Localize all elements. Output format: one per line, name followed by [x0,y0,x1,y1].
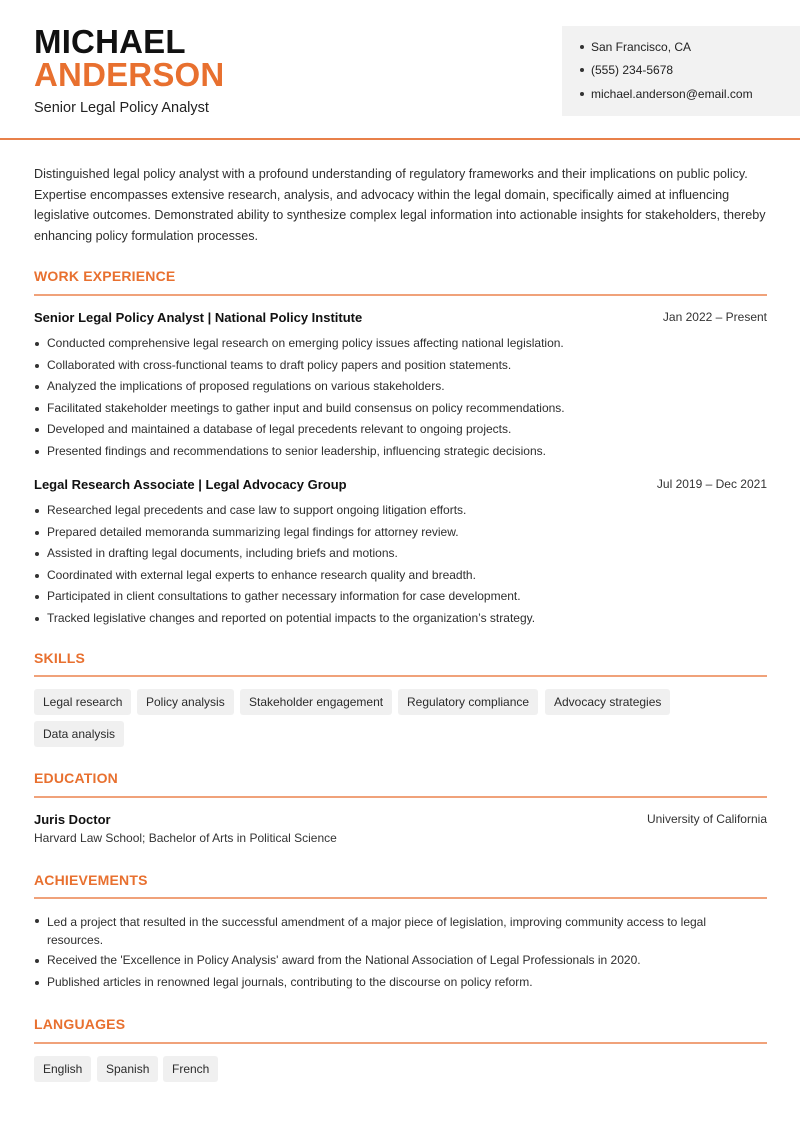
list-item: Received the 'Excellence in Policy Analysis' award from the National Association of Legal Professionals in 2020. [34,953,734,968]
section-title-achievements: ACHIEVEMENTS [34,872,148,888]
bullet-icon [580,92,584,96]
list-item: Coordinated with external legal experts to enhance research quality and breadth. [34,568,767,583]
education-degree: Juris Doctor [34,812,111,827]
section-divider [34,1042,767,1044]
contact-location-text: San Francisco, CA [591,40,692,54]
section-divider [34,675,767,677]
list-item: Analyzed the implications of proposed regulations on various stakeholders. [34,379,767,394]
section-title-work: WORK EXPERIENCE [34,268,176,284]
list-item: Presented findings and recommendations to senior leadership, influencing strategic decisions. [34,444,767,459]
list-item: Published articles in renowned legal journals, contributing to the discourse on policy reform. [34,975,734,990]
first-name: MICHAEL [34,23,186,60]
section-divider [34,796,767,798]
job-title-2: Legal Research Associate | Legal Advocacy Group [34,477,347,492]
list-item: Prepared detailed memoranda summarizing legal findings for attorney review. [34,525,767,540]
list-item: Researched legal precedents and case law to support ongoing litigation efforts. [34,503,767,518]
job-title-1: Senior Legal Policy Analyst | National Policy Institute [34,310,363,325]
list-item: Assisted in drafting legal documents, including briefs and motions. [34,546,767,561]
section-divider [34,294,767,296]
list-item: Participated in client consultations to gather necessary information for case development. [34,589,767,604]
skill-chip: Legal research [34,689,131,715]
job-dates-2: Jul 2019 – Dec 2021 [656,477,767,491]
education-university: University of California [646,812,767,826]
skill-chip: Regulatory compliance [398,689,538,715]
section-divider [34,897,767,899]
job-role: Senior Legal Policy Analyst [34,100,209,116]
section-title-languages: LANGUAGES [34,1016,126,1032]
list-item: Conducted comprehensive legal research on emerging policy issues affecting national legislation. [34,336,767,351]
contact-location [580,40,691,54]
list-item: Led a project that resulted in the successful amendment of a major piece of legislation, improving community access to legal resources. [34,913,734,949]
contact-phone-text: (555) 234-5678 [591,63,674,77]
list-item: Facilitated stakeholder meetings to gather input and build consensus on policy recommendations. [34,401,767,416]
section-title-education: EDUCATION [34,770,118,786]
job-bullets-1 [34,336,767,459]
contact-box [562,26,800,116]
list-item: Developed and maintained a database of legal precedents relevant to ongoing projects. [34,422,767,437]
education-school: Harvard Law School; Bachelor of Arts in Political Science [34,831,337,845]
contact-email [580,87,753,101]
last-name: ANDERSON [34,56,225,93]
language-chip: Spanish [97,1056,158,1082]
resume-header [0,0,800,140]
professional-summary: Distinguished legal policy analyst with a profound understanding of regulatory frameworks and their implications on public policy. Expertise encompasses extensive research, analysis, and advocacy within the legal domain, specifically aimed at influencing legislative outcomes. Demonstrated ability to synthesize complex legal information into actionable insights for stakeholders, thereby enhancing policy formulation processes. [34,167,766,243]
bullet-icon [580,45,584,49]
language-chip: French [163,1056,218,1082]
language-chip: English [34,1056,91,1082]
list-item: Tracked legislative changes and reported on potential impacts to the organization’s strategy. [34,611,767,626]
list-item: Collaborated with cross-functional teams to draft policy papers and position statements. [34,358,767,373]
skill-chip: Data analysis [34,721,124,747]
skill-chip: Policy analysis [137,689,234,715]
job-dates-1: Jan 2022 – Present [662,310,767,324]
skill-chip: Stakeholder engagement [240,689,392,715]
section-title-skills: SKILLS [34,650,85,666]
contact-email-text: michael.anderson@email.com [591,87,753,101]
achievement-list [34,913,734,990]
bullet-icon [580,68,584,72]
job-bullets-2 [34,503,767,626]
skill-chip: Advocacy strategies [545,689,670,715]
contact-phone [580,63,673,77]
